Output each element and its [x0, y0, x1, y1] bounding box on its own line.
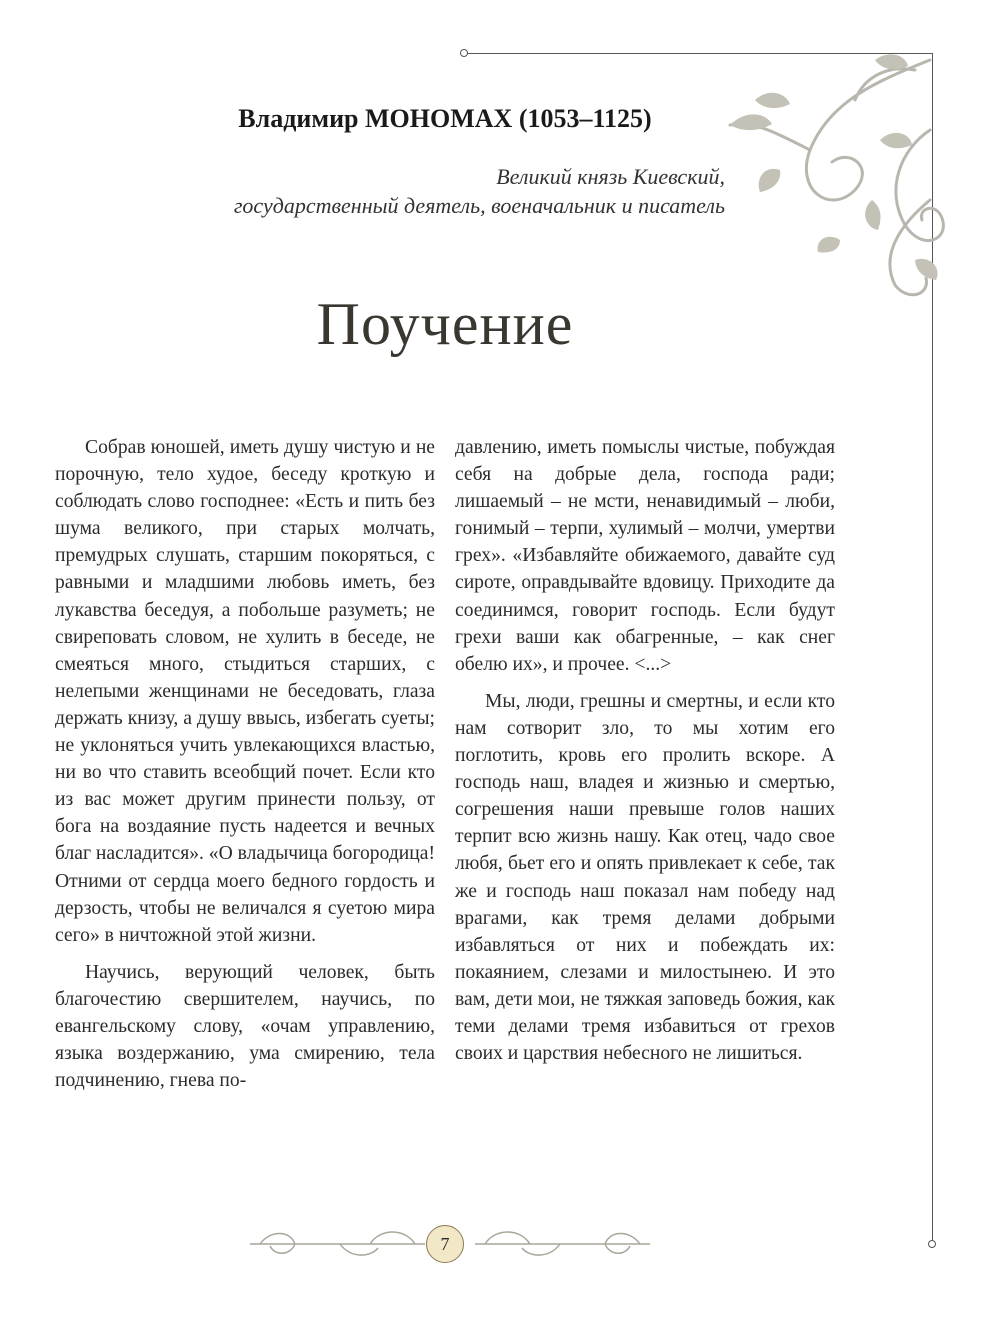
subtitle-line-2: государственный деятель, военачальник и писатель — [233, 193, 725, 218]
subtitle-line-1: Великий князь Киевский, — [496, 164, 725, 189]
text-column-left — [55, 434, 435, 1104]
paragraph: Научись, верующий человек, быть благочестию свершителем, научись, по евангельскому слову, «очам управлению, языка воздержанию, ума смирению, тела подчинению, гнева по- — [55, 961, 435, 1092]
paragraph: Собрав юношей, иметь душу чистую и не порочную, тело худое, беседу кроткую и соблюдать слово господнее: «Есть и пить без шума великого, при старых молчать, премудрых слушать, старшим покоряться, с равными и младшими любовь иметь, без лукавства беседуя, а побольше разуметь; не свиреповать словом, не хулить в беседе, не смеяться много, стыдиться старших, с нелепыми женщинами не беседовать, глаза держать книзу, а душу ввысь, избегать суеты; не уклоняться учить увлекающихся властью, ни во что ставить всеобщий почет. Если кто из вас может другим принести пользу, от бога на воздаяние пусть надеется и вечных благ насладится». «О владычица богородица! Отними от сердца моего бедного гордость и дерзость, чтобы не величался я суетою мира сего» в ничтожной этой жизни. — [55, 437, 435, 946]
frame-dot-bottom — [928, 1240, 936, 1248]
frame-dot-top — [460, 49, 468, 57]
author-heading: Владимир МОНОМАХ (1053–1125) — [238, 104, 652, 133]
paragraph-continuation: давлению, иметь помыслы чистые, побуждая себя на добрые дела, господа ради; лишаемый – не мсти, ненавидимый – люби, гонимый – терпи, хулимый – молчи, умертви грех». «Избавляйте обижаемого, давайте суд сироте, оправдывайте вдовицу. Приходите да соединимся, говорит господь. Если будут грехи ваши как обагренные, – как снег обелю их», и прочее. <...> — [455, 437, 835, 675]
text-column-right — [455, 434, 835, 1077]
work-title: Поучение — [316, 291, 574, 357]
author-subtitle — [120, 162, 725, 220]
page-number-badge: 7 — [426, 1225, 464, 1263]
paragraph: Мы, люди, грешны и смертны, и если кто нам сотворит зло, то мы хотим его поглотить, кровь его пролить вскоре. А господь наш, владея и жизнью и смертью, согрешения наши превыше голов наших терпит всю жизнь нашу. Как отец, чадо свое любя, бьет его и опять привлекает к себе, так же и господь наш показал нам победу над врагами, как тремя делами добрыми избавляться от них и побеждать их: покаянием, слезами и милостынею. И это вам, дети мои, не тяжкая заповедь божия, как теми делами тремя избавиться от грехов своих и царствия небесного не лишиться. — [455, 690, 835, 1065]
